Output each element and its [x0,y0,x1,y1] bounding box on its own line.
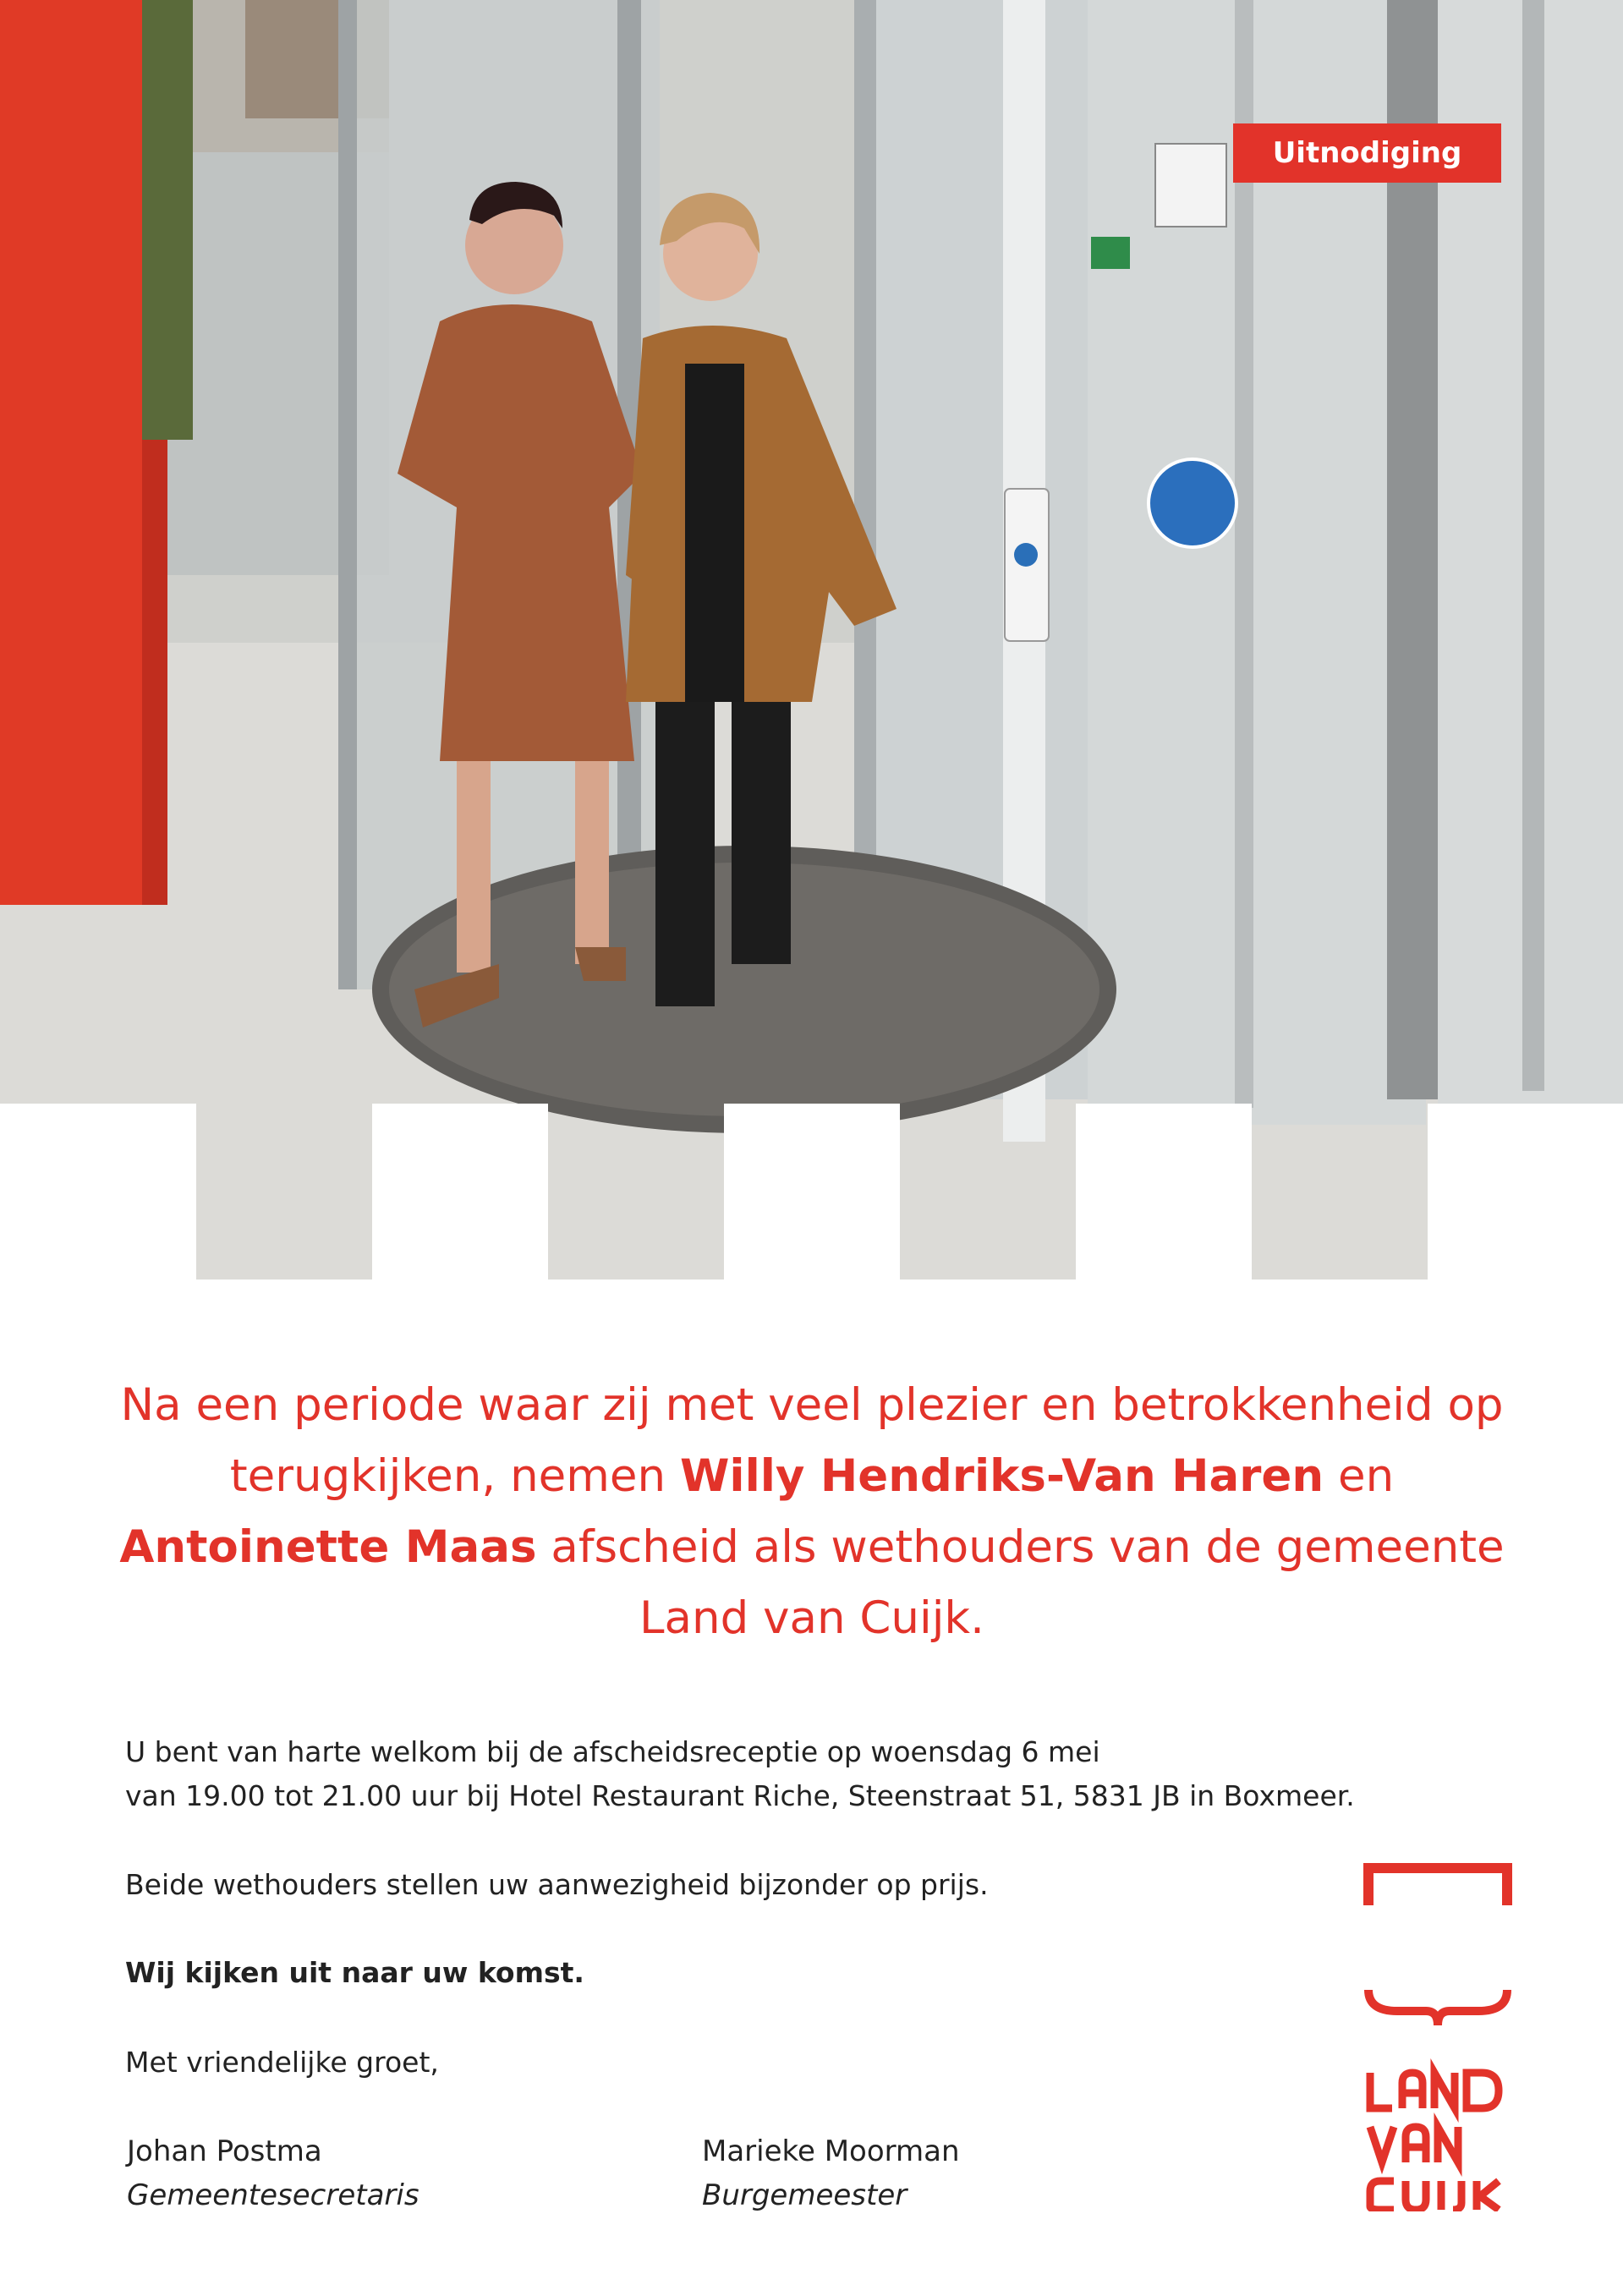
reception-line-1: U bent van harte welkom bij de afscheidsreceptie op woensdag 6 mei [125,1735,1100,1768]
invitation-badge: Uitnodiging [1233,123,1501,183]
intro-name-1: Willy Hendriks-Van Haren [679,1450,1324,1502]
signatory-role: Gemeentesecretaris [127,2178,419,2212]
intro-text-1: Na een periode waar zij met veel plezier en betrokkenheid op terugkijken, nemen [120,1379,1504,1502]
land-van-cuijk-logo [1363,1863,1512,2211]
signatory-name: Marieke Moorman [702,2134,960,2168]
intro-paragraph [118,1370,1505,1654]
intro-text-3: afscheid als wethouders van de gemeente Land van Cuijk. [536,1521,1505,1644]
signatory-role: Burgemeester [702,2178,907,2212]
signatory-1 [127,2129,419,2217]
greeting-text: Met vriendelijke groet, [125,2046,439,2079]
signatory-2 [702,2129,960,2217]
reception-details [125,1730,1529,1818]
intro-text-2: en [1324,1450,1395,1502]
intro-name-2: Antoinette Maas [119,1521,537,1573]
signatory-name: Johan Postma [127,2134,322,2168]
reception-line-2: van 19.00 tot 21.00 uur bij Hotel Restaurant Riche, Steenstraat 51, 5831 JB in Boxmeer. [125,1779,1355,1812]
looking-forward-text: Wij kijken uit naar uw komst. [125,1956,584,1989]
presence-text: Beide wethouders stellen uw aanwezigheid bijzonder op prijs. [125,1868,989,1901]
